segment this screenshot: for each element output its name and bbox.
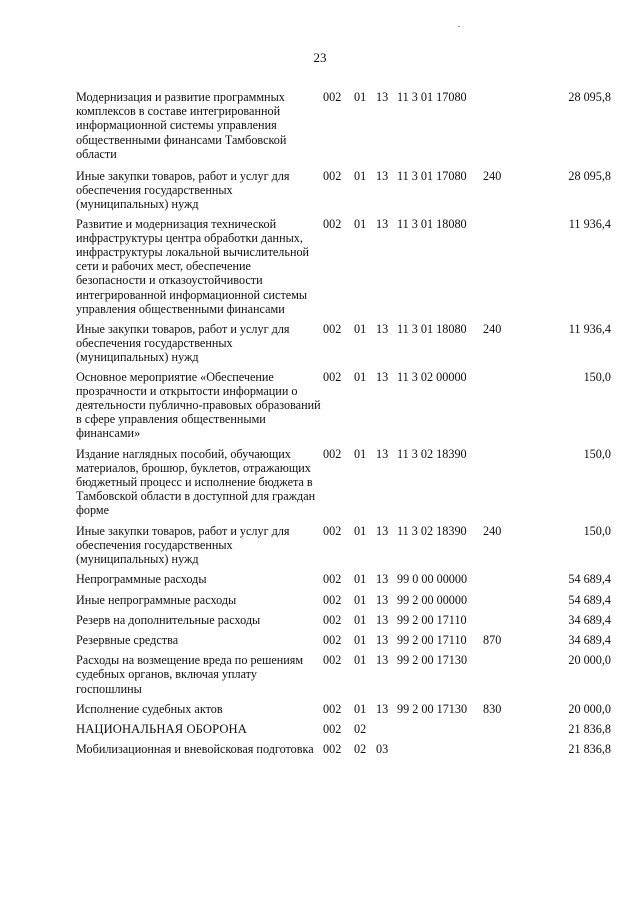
ministry-code: 002 bbox=[323, 721, 342, 736]
target-article-code: 99 2 00 00000 bbox=[397, 592, 468, 607]
section-code: 01 bbox=[354, 523, 367, 538]
expense-type-code bbox=[483, 722, 527, 742]
section-code: 02 bbox=[354, 721, 367, 736]
target-article-code: 99 2 00 17130 bbox=[397, 653, 468, 668]
table-row bbox=[76, 742, 611, 756]
table-row bbox=[76, 633, 611, 653]
target-article-code: 11 3 01 18080 bbox=[397, 216, 467, 231]
target-article-code: 11 3 02 18390 bbox=[397, 523, 467, 538]
subsection-code bbox=[376, 722, 397, 742]
table-row bbox=[76, 613, 611, 633]
target-article-code: 11 3 02 18390 bbox=[397, 446, 467, 461]
subsection-code: 03 bbox=[376, 742, 389, 757]
expense-type-code bbox=[483, 447, 527, 524]
table-row bbox=[76, 593, 611, 613]
expense-name: Непрограммные расходы bbox=[76, 572, 207, 587]
expense-type-code: 830 bbox=[483, 701, 502, 716]
expense-type-code bbox=[483, 370, 527, 447]
subsection-code: 13 bbox=[376, 523, 389, 538]
section-heading: НАЦИОНАЛЬНАЯ ОБОРОНА bbox=[76, 721, 247, 736]
page-number: 23 bbox=[313, 50, 327, 65]
target-article-code bbox=[397, 742, 483, 756]
expense-type-code: 240 bbox=[483, 322, 502, 337]
expense-type-code: 240 bbox=[483, 523, 502, 538]
ministry-code: 002 bbox=[323, 612, 342, 627]
section-code: 01 bbox=[354, 90, 367, 104]
section-code: 01 bbox=[354, 169, 367, 184]
section-code: 01 bbox=[354, 322, 367, 337]
ministry-code: 002 bbox=[323, 216, 342, 231]
ministry-code: 002 bbox=[323, 523, 342, 538]
scan-artifact-dot bbox=[458, 26, 460, 27]
budget-table bbox=[76, 90, 611, 756]
table-row bbox=[76, 169, 611, 217]
subsection-code: 13 bbox=[376, 701, 389, 716]
amount: 11 936,4 bbox=[568, 322, 611, 337]
amount: 54 689,4 bbox=[568, 592, 611, 607]
expense-name: Исполнение судебных актов bbox=[76, 701, 223, 716]
ministry-code: 002 bbox=[323, 653, 342, 668]
expense-name: Мобилизационная и вневойсковая подготовка bbox=[76, 742, 314, 757]
amount: 34 689,4 bbox=[568, 612, 611, 627]
expense-type-code bbox=[483, 593, 527, 613]
amount: 150,0 bbox=[583, 523, 611, 538]
expense-type-code: 240 bbox=[483, 169, 502, 184]
expense-type-code bbox=[483, 742, 527, 756]
subsection-code: 13 bbox=[376, 632, 389, 647]
target-article-code bbox=[397, 722, 483, 742]
subsection-code: 13 bbox=[376, 369, 389, 384]
expense-type-code bbox=[483, 613, 527, 633]
ministry-code: 002 bbox=[323, 572, 342, 587]
target-article-code: 99 2 00 17110 bbox=[397, 632, 467, 647]
subsection-code: 13 bbox=[376, 653, 389, 668]
target-article-code: 99 2 00 17110 bbox=[397, 612, 467, 627]
ministry-code: 002 bbox=[323, 592, 342, 607]
target-article-code: 99 0 00 00000 bbox=[397, 572, 468, 587]
ministry-code: 002 bbox=[323, 701, 342, 716]
amount: 21 836,8 bbox=[568, 742, 611, 757]
expense-name: Резервные средства bbox=[76, 632, 179, 647]
expense-type-code bbox=[483, 217, 527, 322]
amount: 20 000,0 bbox=[568, 701, 611, 716]
target-article-code: 11 3 01 18080 bbox=[397, 322, 467, 337]
table-row bbox=[76, 702, 611, 722]
ministry-code: 002 bbox=[323, 169, 342, 184]
subsection-code: 13 bbox=[376, 216, 389, 231]
subsection-code: 13 bbox=[376, 446, 389, 461]
subsection-code: 13 bbox=[376, 572, 389, 587]
subsection-code: 13 bbox=[376, 592, 389, 607]
table-row bbox=[76, 370, 611, 447]
section-code: 01 bbox=[354, 612, 367, 627]
ministry-code: 002 bbox=[323, 446, 342, 461]
table-row bbox=[76, 90, 611, 169]
section-code: 01 bbox=[354, 572, 367, 587]
ministry-code: 002 bbox=[323, 322, 342, 337]
amount: 21 836,8 bbox=[568, 721, 611, 736]
expense-name: Развитие и модернизация технической инфраструктуры центра обработки данных, инфраструктуры локальной вычислительной сети и рабочих мест, обеспечение безопасности и отказоустойчивости интегрированной информационной системы управления общественными финансами bbox=[76, 216, 310, 316]
expense-type-code bbox=[483, 572, 527, 592]
target-article-code: 11 3 01 17080 bbox=[397, 169, 467, 184]
ministry-code: 002 bbox=[323, 632, 342, 647]
amount: 54 689,4 bbox=[568, 572, 611, 587]
section-code: 01 bbox=[354, 446, 367, 461]
expense-name: Иные закупки товаров, работ и услуг для обеспечения государственных (муниципальных) нужд bbox=[76, 322, 290, 365]
section-code: 01 bbox=[354, 701, 367, 716]
target-article-code: 99 2 00 17130 bbox=[397, 701, 468, 716]
section-code: 01 bbox=[354, 592, 367, 607]
target-article-code: 11 3 02 00000 bbox=[397, 369, 467, 384]
expense-type-code bbox=[483, 653, 527, 702]
ministry-code: 002 bbox=[323, 90, 342, 104]
section-code: 02 bbox=[354, 742, 367, 757]
amount: 28 095,8 bbox=[568, 169, 611, 184]
subsection-code: 13 bbox=[376, 612, 389, 627]
expense-name: Основное мероприятие «Обеспечение прозрачности и открытости информации о деятельности публично-правовых образований в сфере управления общественными финансами» bbox=[76, 369, 321, 441]
subsection-code: 13 bbox=[376, 322, 389, 337]
target-article-code: 11 3 01 17080 bbox=[397, 90, 467, 104]
amount: 150,0 bbox=[583, 369, 611, 384]
subsection-code: 13 bbox=[376, 90, 389, 104]
section-code: 01 bbox=[354, 653, 367, 668]
amount: 20 000,0 bbox=[568, 653, 611, 668]
expense-type-code bbox=[483, 90, 527, 169]
table-row bbox=[76, 322, 611, 370]
ministry-code: 002 bbox=[323, 742, 342, 757]
section-code: 01 bbox=[354, 632, 367, 647]
amount: 34 689,4 bbox=[568, 632, 611, 647]
section-code: 01 bbox=[354, 369, 367, 384]
expense-name: Модернизация и развитие программных комплексов в составе интегрированной информационной системы управления общественными финансами Тамбовской области bbox=[76, 90, 287, 161]
expense-name: Иные закупки товаров, работ и услуг для обеспечения государственных (муниципальных) нужд bbox=[76, 169, 290, 212]
amount: 28 095,8 bbox=[568, 90, 611, 104]
ministry-code: 002 bbox=[323, 369, 342, 384]
table-row bbox=[76, 524, 611, 573]
subsection-code: 13 bbox=[376, 169, 389, 184]
table-row bbox=[76, 217, 611, 322]
expense-name: Иные закупки товаров, работ и услуг для обеспечения государственных (муниципальных) нужд bbox=[76, 523, 290, 567]
table-row bbox=[76, 572, 611, 592]
expense-type-code: 870 bbox=[483, 632, 502, 647]
table-row bbox=[76, 653, 611, 702]
expense-name: Расходы на возмещение вреда по решениям судебных органов, включая уплату госпошлины bbox=[76, 653, 304, 696]
amount: 150,0 bbox=[583, 446, 611, 461]
amount: 11 936,4 bbox=[568, 216, 611, 231]
table-row bbox=[76, 722, 611, 742]
expense-name: Резерв на дополнительные расходы bbox=[76, 612, 261, 627]
table-row bbox=[76, 447, 611, 524]
section-code: 01 bbox=[354, 216, 367, 231]
expense-name: Иные непрограммные расходы bbox=[76, 592, 237, 607]
expense-name: Издание наглядных пособий, обучающих материалов, брошюр, буклетов, отражающих бюджетный процесс и исполнение бюджета в Тамбовской области в доступной для граждан форме bbox=[76, 446, 316, 518]
